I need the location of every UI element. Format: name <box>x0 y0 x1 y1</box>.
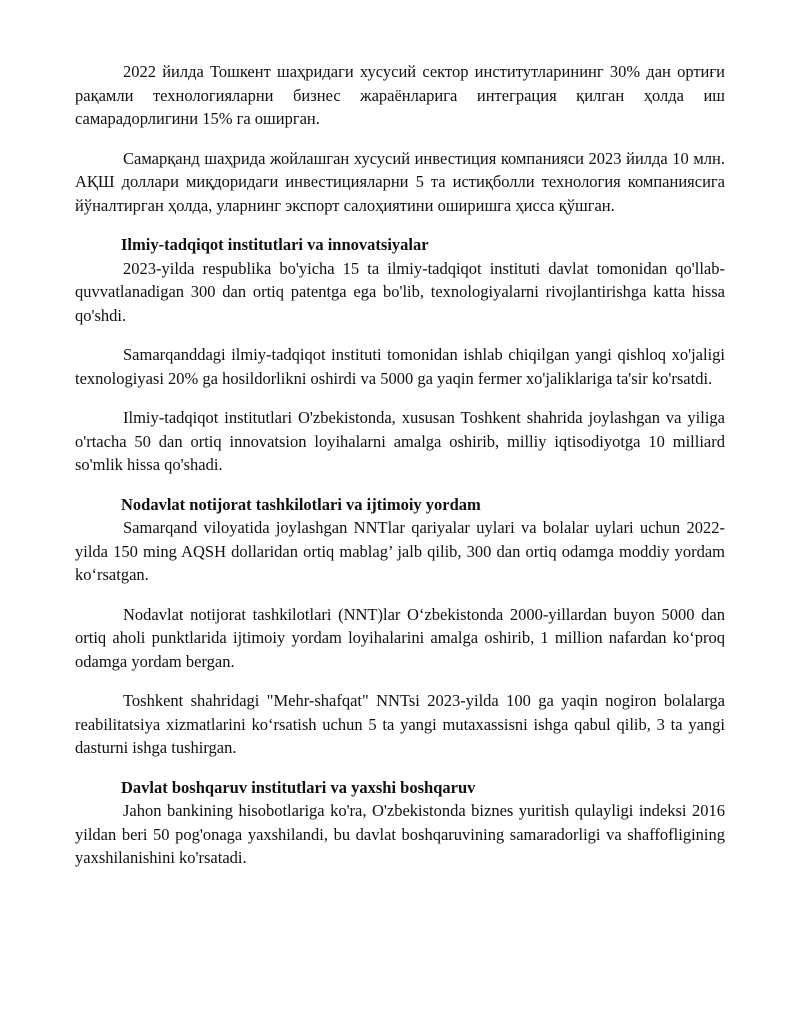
section-paragraph: Samarqanddagi ilmiy-tadqiqot instituti tomonidan ishlab chiqilgan yangi qishloq xo'jaligi texnologiyasi 20% ga hosildorlikni oshirdi va 5000 ga yaqin fermer xo'jaliklariga ta'sir ko'rsatdi. <box>75 345 725 388</box>
section-heading: Davlat boshqaruv institutlari va yaxshi boshqaruv <box>121 777 476 797</box>
intro-paragraph-1: 2022 йилда Тошкент шаҳридаги хусусий сектор институтларининг 30% дан ортиғи рақамли технологияларни бизнес жараёнларига интеграция қилган ҳолда иш самарадорлигини 15% га оширган. <box>75 62 725 128</box>
section-heading: Nodavlat notijorat tashkilotlari va ijtimoiy yordam <box>121 494 481 514</box>
section-heading: Ilmiy-tadqiqot institutlari va innovatsiyalar <box>121 235 429 254</box>
section-paragraph: Samarqand viloyatida joylashgan NNTlar qariyalar uylari va bolalar uylari uchun 2022-yilda 150 ming AQSH dollaridan ortiq mablag’ jalb qilib, 300 dan ortiq odamga moddiy yordam koʻrsatgan. <box>75 518 725 584</box>
section-governance <box>75 776 725 870</box>
section-paragraph: Toshkent shahridagi "Mehr-shafqat" NNTsi 2023-yilda 100 ga yaqin nogiron bolalarga reabilitatsiya xizmatlarini koʻrsatish uchun 5 ta yangi mutaxassisni ishga qabul qilib, 3 ta yangi dasturni ishga tushirgan. <box>75 691 725 757</box>
section-paragraph: 2023-yilda respublika bo'yicha 15 ta ilmiy-tadqiqot instituti davlat tomonidan qo'llab-quvvatlanadigan 300 dan ortiq patentga ega bo'lib, texnologiyalarni rivojlantirishga katta hissa qo'shdi. <box>75 258 725 325</box>
section-research-institutes <box>75 233 725 477</box>
section-paragraph: Jahon bankining hisobotlariga ko'ra, O'zbekistonda biznes yuritish qulayligi indeksi 2016 yildan beri 50 pog'onaga yaxshilandi, bu davlat boshqaruvining samaradorligi va shaffofligining yaxshilanishini ko'rsatadi. <box>75 801 725 867</box>
section-ngos <box>75 493 725 760</box>
section-paragraph: Nodavlat notijorat tashkilotlari (NNT)lar Oʻzbekistonda 2000-yillardan buyon 5000 dan ortiq aholi punktlarida ijtimoiy yordam loyihalarini amalga oshirib, 1 million nafardan koʻproq odamga yordam bergan. <box>75 604 725 671</box>
document-page <box>75 60 725 870</box>
intro-paragraph-2: Самарқанд шаҳрида жойлашган хусусий инвестиция компанияси 2023 йилда 10 млн. АҚШ доллари миқдоридаги инвестицияларни 5 та истиқболли технология компаниясига йўналтирган ҳолда, уларнинг экспорт салоҳиятини оширишга ҳисса қўшган. <box>75 148 725 215</box>
section-paragraph: Ilmiy-tadqiqot institutlari O'zbekistonda, xususan Toshkent shahrida joylashgan va yiliga o'rtacha 50 dan ortiq innovatsion loyihalarni amalga oshirib, milliy iqtisodiyotga 10 milliard so'mlik hissa qo'shadi. <box>75 408 725 474</box>
